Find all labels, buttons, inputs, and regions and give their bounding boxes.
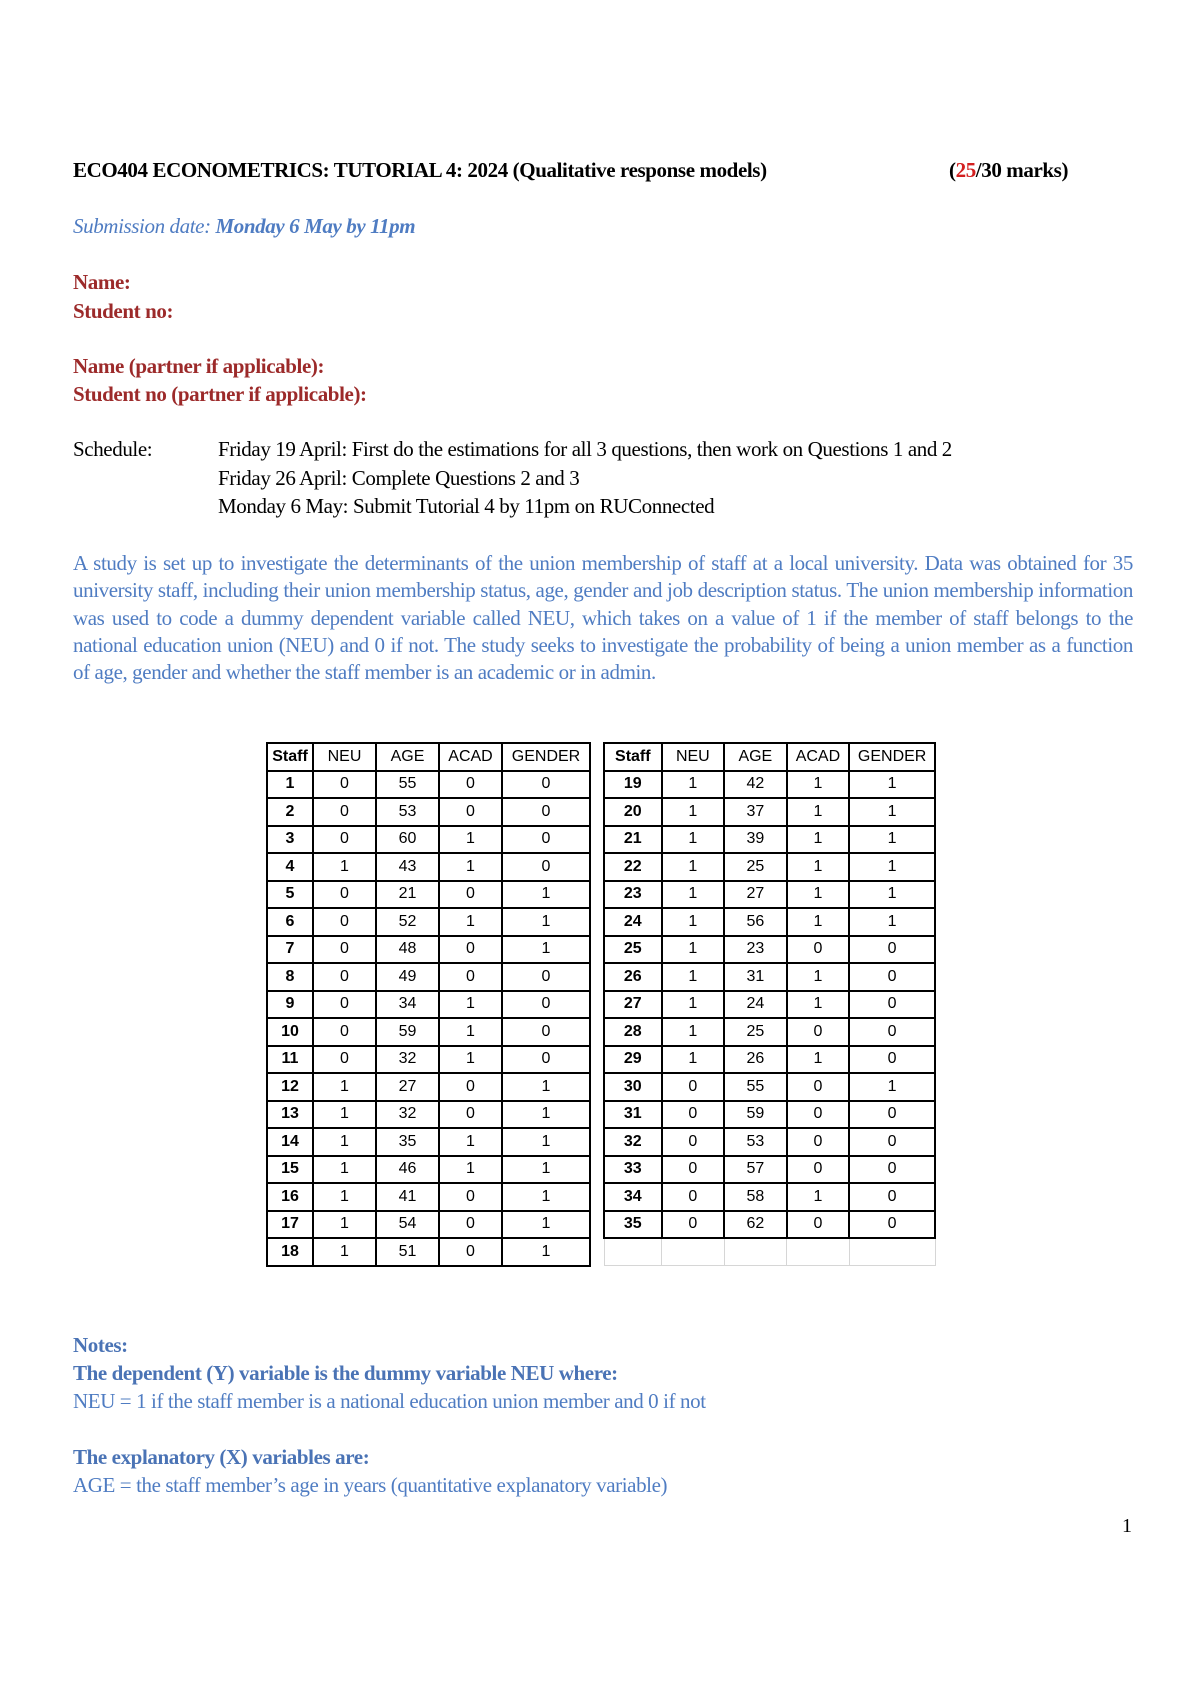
- table-cell: 0: [662, 1211, 724, 1239]
- table-row: [604, 798, 935, 826]
- table-cell: 1: [787, 908, 850, 936]
- table-cell: 1: [787, 881, 850, 909]
- table-row: [604, 1156, 935, 1184]
- table-cell: 0: [439, 1211, 502, 1239]
- table-cell: 0: [787, 1018, 850, 1046]
- table-row: [267, 963, 590, 991]
- table-cell: 0: [787, 1073, 850, 1101]
- table-cell: 1: [439, 826, 502, 854]
- table-cell: 0: [313, 881, 376, 909]
- explanatory-variable-text: AGE = the staff member’s age in years (quantitative explanatory variable): [73, 1473, 668, 1497]
- table-cell: 1: [502, 908, 590, 936]
- table-cell: 27: [724, 881, 786, 909]
- table-cell: 53: [724, 1128, 786, 1156]
- table-cell: 1: [502, 1238, 590, 1266]
- table-cell: 1: [662, 1018, 724, 1046]
- table-cell: 3: [267, 826, 313, 854]
- table-cell: 23: [604, 881, 662, 909]
- table-row: [604, 1046, 935, 1074]
- table-row: [604, 826, 935, 854]
- table-cell: 1: [662, 826, 724, 854]
- table-cell: 0: [849, 1128, 935, 1156]
- table-cell: 0: [849, 1211, 935, 1239]
- table-cell: 10: [267, 1018, 313, 1046]
- table-row: [267, 1211, 590, 1239]
- table-cell: 12: [267, 1073, 313, 1101]
- table-cell: 34: [376, 991, 439, 1019]
- table-cell: 1: [502, 1073, 590, 1101]
- table-row: [267, 1073, 590, 1101]
- table-cell: 55: [376, 771, 439, 799]
- table-row: [604, 936, 935, 964]
- table-row: [604, 1073, 935, 1101]
- document-title: [73, 158, 767, 183]
- table-row: [604, 771, 935, 799]
- table-cell: 1: [313, 1073, 376, 1101]
- table-cell: 57: [724, 1156, 786, 1184]
- table-cell: 51: [376, 1238, 439, 1266]
- table-cell: 1: [439, 853, 502, 881]
- table-cell: 0: [439, 1183, 502, 1211]
- table-cell: 1: [662, 908, 724, 936]
- table-cell: 0: [439, 798, 502, 826]
- table-cell: 1: [787, 771, 850, 799]
- table-cell: 1: [849, 1073, 935, 1101]
- table-cell: 0: [787, 1128, 850, 1156]
- column-header: ACAD: [787, 743, 850, 771]
- table-cell: 55: [724, 1073, 786, 1101]
- table-cell: 0: [787, 936, 850, 964]
- table-row: [267, 936, 590, 964]
- table-cell: 62: [724, 1211, 786, 1239]
- data-table-right: [603, 742, 936, 1266]
- table-row: [267, 798, 590, 826]
- table-cell: 1: [313, 1156, 376, 1184]
- table-cell: 1: [662, 991, 724, 1019]
- name-field-label: Name:: [73, 270, 131, 294]
- table-cell: 25: [604, 936, 662, 964]
- table-cell: 53: [376, 798, 439, 826]
- table-cell: 0: [849, 1046, 935, 1074]
- table-cell: 13: [267, 1101, 313, 1129]
- table-cell: 1: [787, 826, 850, 854]
- table-cell: 0: [849, 936, 935, 964]
- table-cell: 23: [724, 936, 786, 964]
- table-cell: 1: [662, 771, 724, 799]
- table-row: [267, 853, 590, 881]
- table-cell: 1: [502, 1101, 590, 1129]
- column-header: AGE: [724, 743, 786, 771]
- table-cell: 27: [604, 991, 662, 1019]
- column-header: NEU: [662, 743, 724, 771]
- table-cell: 1: [439, 1156, 502, 1184]
- table-cell: 1: [849, 826, 935, 854]
- table-cell: 1: [787, 1046, 850, 1074]
- table-cell: 46: [376, 1156, 439, 1184]
- table-cell: 0: [502, 991, 590, 1019]
- table-cell: 0: [849, 1018, 935, 1046]
- table-cell: 1: [662, 853, 724, 881]
- explanatory-variables-heading: The explanatory (X) variables are:: [73, 1445, 370, 1469]
- table-cell: 1: [787, 1183, 850, 1211]
- table-cell: 34: [604, 1183, 662, 1211]
- table-cell: 16: [267, 1183, 313, 1211]
- table-cell: 58: [724, 1183, 786, 1211]
- table-cell: 1: [502, 936, 590, 964]
- table-cell: 0: [849, 1156, 935, 1184]
- column-header: GENDER: [849, 743, 935, 771]
- table-row: [604, 1018, 935, 1046]
- table-cell: 0: [439, 936, 502, 964]
- table-row: [267, 908, 590, 936]
- table-cell: 29: [604, 1046, 662, 1074]
- table-cell: 1: [787, 798, 850, 826]
- schedule-item: Friday 26 April: Complete Questions 2 and 3: [218, 466, 580, 490]
- table-empty-cell: [604, 1238, 662, 1265]
- table-cell: 2: [267, 798, 313, 826]
- table-cell: 24: [604, 908, 662, 936]
- table-cell: 31: [724, 963, 786, 991]
- dependent-variable-heading: The dependent (Y) variable is the dummy variable NEU where:: [73, 1361, 618, 1385]
- table-cell: 14: [267, 1128, 313, 1156]
- table-cell: 0: [502, 853, 590, 881]
- submission-value: Monday 6 May by 11pm: [215, 214, 416, 238]
- table-header-row: [604, 743, 935, 771]
- table-row: [267, 1238, 590, 1266]
- marks-score: 25: [955, 158, 976, 182]
- table-cell: 0: [502, 1018, 590, 1046]
- partner-name-field-label: Name (partner if applicable):: [73, 354, 325, 378]
- table-cell: 0: [849, 1101, 935, 1129]
- table-row: [267, 1183, 590, 1211]
- table-cell: 26: [724, 1046, 786, 1074]
- table-cell: 1: [439, 1046, 502, 1074]
- table-cell: 1: [439, 908, 502, 936]
- table-cell: 0: [502, 826, 590, 854]
- table-cell: 1: [662, 936, 724, 964]
- table-cell: 5: [267, 881, 313, 909]
- table-row: [604, 853, 935, 881]
- table-cell: 0: [662, 1101, 724, 1129]
- table-cell: 1: [849, 853, 935, 881]
- submission-date: [73, 214, 415, 239]
- table-cell: 6: [267, 908, 313, 936]
- table-cell: 0: [849, 991, 935, 1019]
- table-cell: 1: [849, 881, 935, 909]
- table-cell: 0: [439, 771, 502, 799]
- table-cell: 48: [376, 936, 439, 964]
- table-cell: 1: [662, 881, 724, 909]
- table-cell: 0: [502, 963, 590, 991]
- table-cell: 0: [849, 1183, 935, 1211]
- table-cell: 1: [439, 991, 502, 1019]
- table-cell: 18: [267, 1238, 313, 1266]
- column-header: Staff: [604, 743, 662, 771]
- table-cell: 0: [439, 881, 502, 909]
- table-cell: 9: [267, 991, 313, 1019]
- column-header: GENDER: [502, 743, 590, 771]
- schedule-item: Friday 19 April: First do the estimations for all 3 questions, then work on Questions 1 and 2: [218, 437, 952, 461]
- table-row: [267, 771, 590, 799]
- table-cell: 15: [267, 1156, 313, 1184]
- table-cell: 52: [376, 908, 439, 936]
- table-cell: 0: [439, 1073, 502, 1101]
- table-cell: 0: [787, 1156, 850, 1184]
- table-cell: 1: [849, 771, 935, 799]
- table-cell: 32: [376, 1101, 439, 1129]
- table-row: [267, 1101, 590, 1129]
- page-number: 1: [1122, 1515, 1132, 1537]
- table-empty-cell: [724, 1238, 786, 1265]
- table-row: [604, 1101, 935, 1129]
- table-cell: 0: [787, 1101, 850, 1129]
- intro-paragraph: A study is set up to investigate the determinants of the union membership of staff at a local university. Data was obtained for 35 university staff, including their union membership status, age, gender and job description status. The union membership information was used to code a dummy dependent variable called NEU, which takes on a value of 1 if the member of staff belongs to the national education union (NEU) and 0 if not. The study seeks to investigate the probability of being a union member as a function of age, gender and whether the staff member is an academic or in admin.: [73, 551, 1133, 685]
- table-cell: 1: [313, 1101, 376, 1129]
- table-row: [267, 1156, 590, 1184]
- table-cell: 0: [313, 963, 376, 991]
- table-cell: 1: [502, 1156, 590, 1184]
- table-row: [604, 1211, 935, 1239]
- table-cell: 0: [313, 1046, 376, 1074]
- table-cell: 54: [376, 1211, 439, 1239]
- table-cell: 1: [502, 1128, 590, 1156]
- student-no-field-label: Student no:: [73, 299, 174, 323]
- table-cell: 0: [787, 1211, 850, 1239]
- table-cell: 25: [724, 1018, 786, 1046]
- table-row: [267, 826, 590, 854]
- table-row: [604, 963, 935, 991]
- table-cell: 32: [604, 1128, 662, 1156]
- table-cell: 21: [376, 881, 439, 909]
- table-cell: 32: [376, 1046, 439, 1074]
- table-cell: 7: [267, 936, 313, 964]
- table-cell: 35: [604, 1211, 662, 1239]
- table-cell: 1: [313, 1183, 376, 1211]
- title-text: ECO404 ECONOMETRICS: TUTORIAL 4: 2024 (Qualitative response models): [73, 158, 767, 182]
- table-cell: 4: [267, 853, 313, 881]
- table-cell: 1: [849, 798, 935, 826]
- table-cell: 56: [724, 908, 786, 936]
- column-header: NEU: [313, 743, 376, 771]
- table-cell: 0: [313, 771, 376, 799]
- table-cell: 22: [604, 853, 662, 881]
- table-cell: 0: [313, 1018, 376, 1046]
- table-cell: 39: [724, 826, 786, 854]
- table-cell: 1: [662, 1046, 724, 1074]
- table-row: [267, 1128, 590, 1156]
- table-row: [267, 1018, 590, 1046]
- table-cell: 30: [604, 1073, 662, 1101]
- table-cell: 1: [313, 1211, 376, 1239]
- table-cell: 20: [604, 798, 662, 826]
- table-cell: 1: [502, 1183, 590, 1211]
- table-cell: 17: [267, 1211, 313, 1239]
- table-cell: 1: [787, 991, 850, 1019]
- column-header: AGE: [376, 743, 439, 771]
- schedule-item: Monday 6 May: Submit Tutorial 4 by 11pm on RUConnected: [218, 494, 715, 518]
- table-cell: 26: [604, 963, 662, 991]
- table-row: [267, 881, 590, 909]
- table-cell: 35: [376, 1128, 439, 1156]
- table-cell: 1: [313, 1128, 376, 1156]
- table-cell: 60: [376, 826, 439, 854]
- table-cell: 1: [662, 798, 724, 826]
- table-cell: 1: [313, 1238, 376, 1266]
- table-cell: 0: [502, 798, 590, 826]
- table-cell: 33: [604, 1156, 662, 1184]
- table-cell: 28: [604, 1018, 662, 1046]
- table-cell: 25: [724, 853, 786, 881]
- table-cell: 0: [662, 1128, 724, 1156]
- table-cell: 42: [724, 771, 786, 799]
- dependent-variable-text: NEU = 1 if the staff member is a national education union member and 0 if not: [73, 1389, 706, 1413]
- table-cell: 24: [724, 991, 786, 1019]
- table-cell: 0: [502, 1046, 590, 1074]
- table-cell: 41: [376, 1183, 439, 1211]
- table-cell: 0: [502, 771, 590, 799]
- column-header: ACAD: [439, 743, 502, 771]
- schedule-label: Schedule:: [73, 437, 153, 461]
- marks-label: (25/30 marks): [949, 158, 1069, 182]
- table-header-row: [267, 743, 590, 771]
- table-cell: 1: [313, 853, 376, 881]
- table-cell: 37: [724, 798, 786, 826]
- table-cell: 1: [267, 771, 313, 799]
- table-empty-cell: [662, 1238, 724, 1265]
- table-cell: 19: [604, 771, 662, 799]
- table-cell: 1: [439, 1018, 502, 1046]
- table-cell: 0: [662, 1156, 724, 1184]
- table-row: [604, 1183, 935, 1211]
- table-empty-cell: [787, 1238, 850, 1265]
- table-row: [604, 908, 935, 936]
- table-row: [267, 1046, 590, 1074]
- table-cell: 1: [439, 1128, 502, 1156]
- table-cell: 0: [313, 798, 376, 826]
- table-cell: 0: [313, 936, 376, 964]
- table-cell: 1: [502, 1211, 590, 1239]
- table-empty-row: [604, 1238, 935, 1265]
- table-cell: 0: [313, 826, 376, 854]
- table-cell: 1: [849, 908, 935, 936]
- table-cell: 49: [376, 963, 439, 991]
- table-cell: 0: [313, 908, 376, 936]
- table-row: [604, 991, 935, 1019]
- table-cell: 21: [604, 826, 662, 854]
- notes-heading: Notes:: [73, 1333, 128, 1357]
- table-row: [604, 881, 935, 909]
- table-cell: 0: [849, 963, 935, 991]
- table-cell: 0: [662, 1073, 724, 1101]
- table-cell: 0: [439, 963, 502, 991]
- data-table-left: [266, 742, 591, 1267]
- table-cell: 59: [724, 1101, 786, 1129]
- table-cell: 8: [267, 963, 313, 991]
- table-cell: 31: [604, 1101, 662, 1129]
- table-cell: 1: [662, 963, 724, 991]
- partner-student-no-field-label: Student no (partner if applicable):: [73, 382, 367, 406]
- table-cell: 1: [502, 881, 590, 909]
- table-cell: 0: [439, 1238, 502, 1266]
- table-cell: 0: [439, 1101, 502, 1129]
- table-cell: 0: [313, 991, 376, 1019]
- table-cell: 59: [376, 1018, 439, 1046]
- table-cell: 43: [376, 853, 439, 881]
- table-row: [267, 991, 590, 1019]
- table-cell: 1: [787, 853, 850, 881]
- table-row: [604, 1128, 935, 1156]
- table-cell: 0: [662, 1183, 724, 1211]
- table-cell: 27: [376, 1073, 439, 1101]
- submission-label: Submission date:: [73, 214, 216, 238]
- table-cell: 11: [267, 1046, 313, 1074]
- table-empty-cell: [849, 1238, 935, 1265]
- column-header: Staff: [267, 743, 313, 771]
- table-cell: 1: [787, 963, 850, 991]
